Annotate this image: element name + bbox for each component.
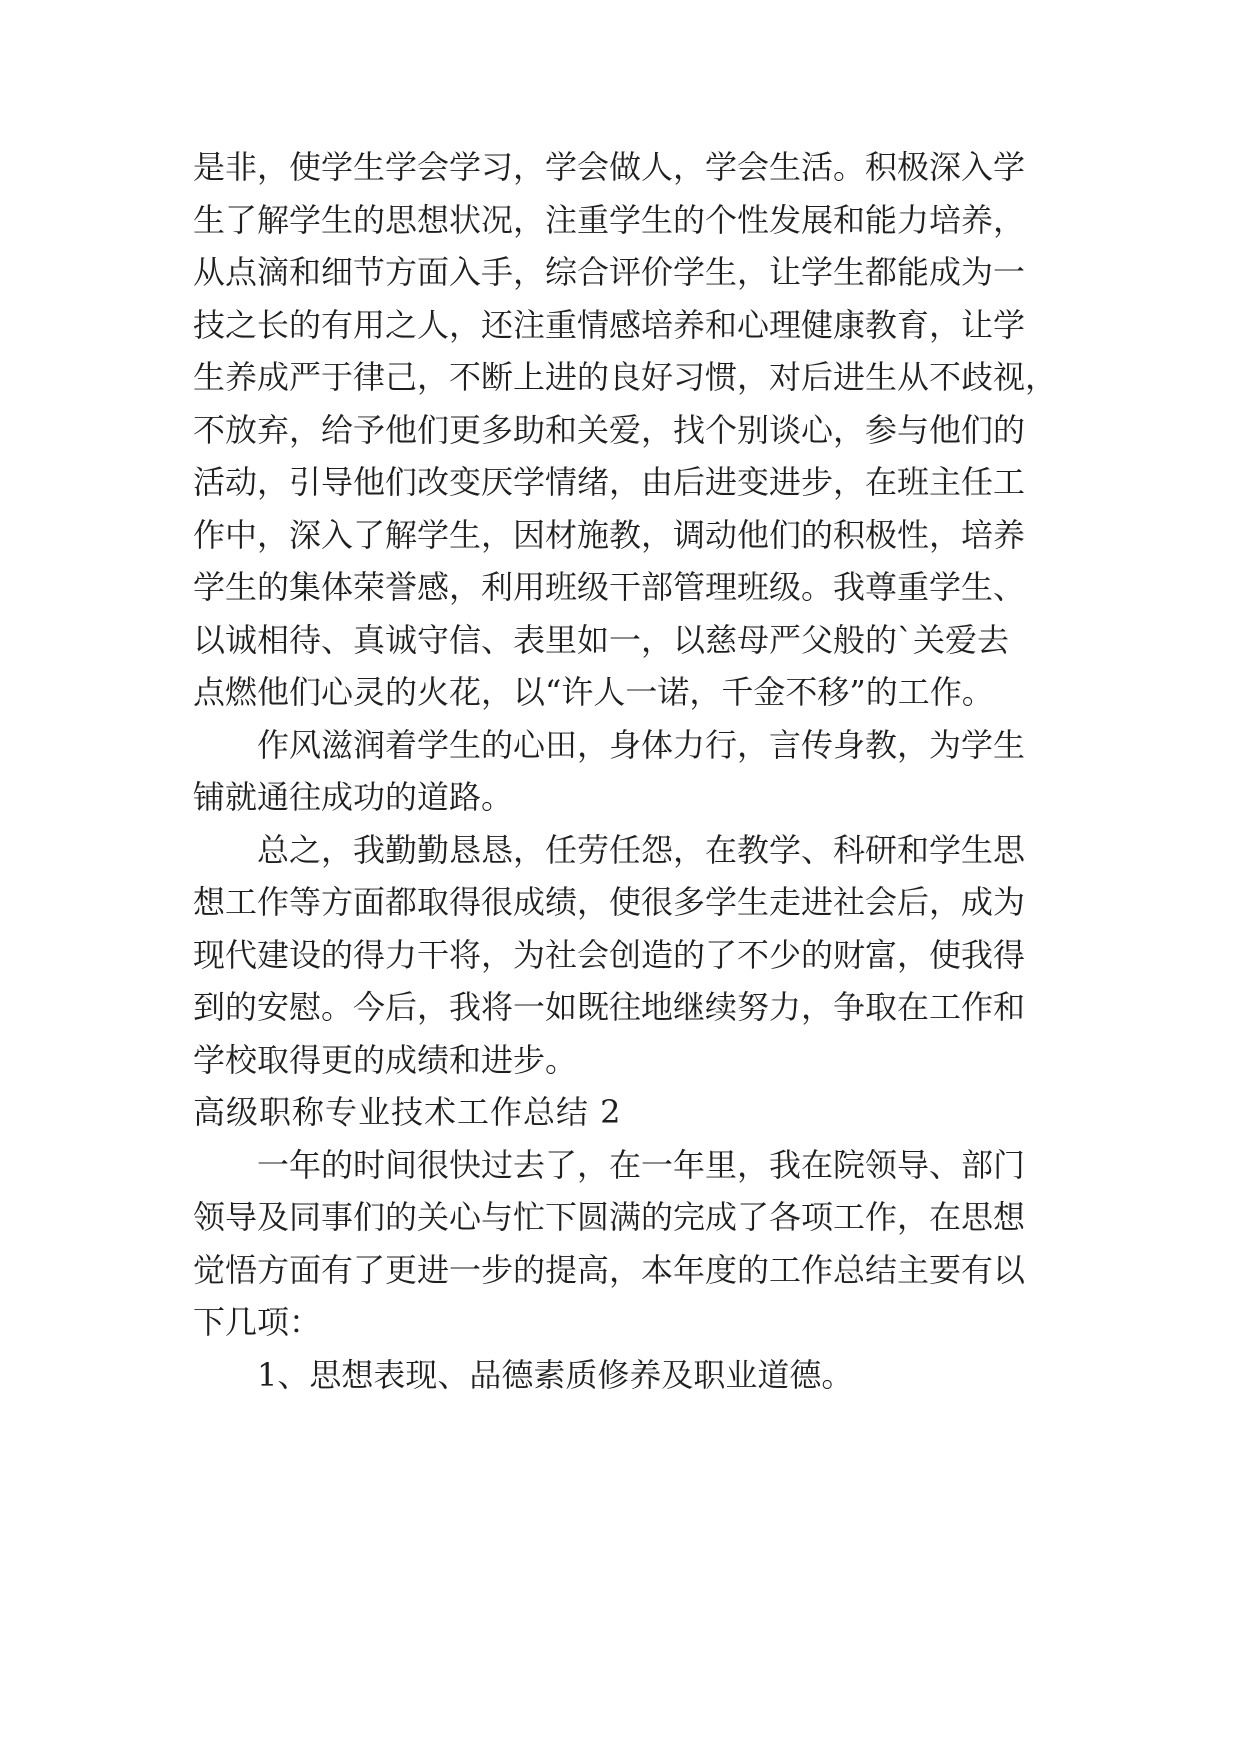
text-line: 领导及同事们的关心与忙下圆满的完成了各项工作，在思想 <box>193 1198 1026 1236</box>
text-line: 想工作等方面都取得很成绩，使很多学生走进社会后，成为 <box>193 883 1026 921</box>
text-line: 铺就通往成功的道路。 <box>193 778 514 816</box>
paragraph-start-line: 一年的时间很快过去了，在一年里，我在院领导、部门 <box>257 1146 1026 1184</box>
text-line: 点燃他们心灵的火花，以“许人一诺，千金不移”的工作。 <box>193 673 994 711</box>
text-line: 下几项： <box>193 1303 322 1341</box>
paragraph-start-line: 总之，我勤勤恳恳，任劳任怨，在教学、科研和学生思 <box>257 831 1026 869</box>
text-line: 不放弃，给予他们更多助和关爱，找个别谈心，参与他们的 <box>193 411 1026 449</box>
text-line: 活动，引导他们改变厌学情绪，由后进变进步，在班主任工 <box>193 463 1026 501</box>
text-line: 学生的集体荣誉感，利用班级干部管理班级。我尊重学生、 <box>193 568 1026 606</box>
text-line: 到的安慰。今后，我将一如既往地继续努力，争取在工作和 <box>193 988 1026 1026</box>
text-line: 从点滴和细节方面入手，综合评价学生，让学生都能成为一 <box>193 253 1026 291</box>
text-line: 作中，深入了解学生，因材施教，调动他们的积极性，培养 <box>193 516 1026 554</box>
text-line: 觉悟方面有了更进一步的提高，本年度的工作总结主要有以 <box>193 1251 1026 1289</box>
text-line: 以诚相待、真诚守信、表里如一，以慈母严父般的`关爱去 <box>193 621 1010 659</box>
text-line: 生了解学生的思想状况，注重学生的个性发展和能力培养， <box>193 201 1026 239</box>
text-line: 学校取得更的成绩和进步。 <box>193 1041 578 1079</box>
section-heading: 高级职称专业技术工作总结 2 <box>193 1093 622 1131</box>
text-line: 技之长的有用之人，还注重情感培养和心理健康教育，让学 <box>193 306 1026 344</box>
text-line: 是非，使学生学会学习，学会做人，学会生活。积极深入学 <box>193 148 1026 186</box>
text-line: 生养成严于律己，不断上进的良好习惯，对后进生从不歧视， <box>193 358 1058 396</box>
list-item: 1、思想表现、品德素质修养及职业道德。 <box>257 1356 854 1394</box>
text-line: 现代建设的得力干将，为社会创造的了不少的财富，使我得 <box>193 936 1026 974</box>
paragraph-start-line: 作风滋润着学生的心田，身体力行，言传身教，为学生 <box>257 726 1026 764</box>
